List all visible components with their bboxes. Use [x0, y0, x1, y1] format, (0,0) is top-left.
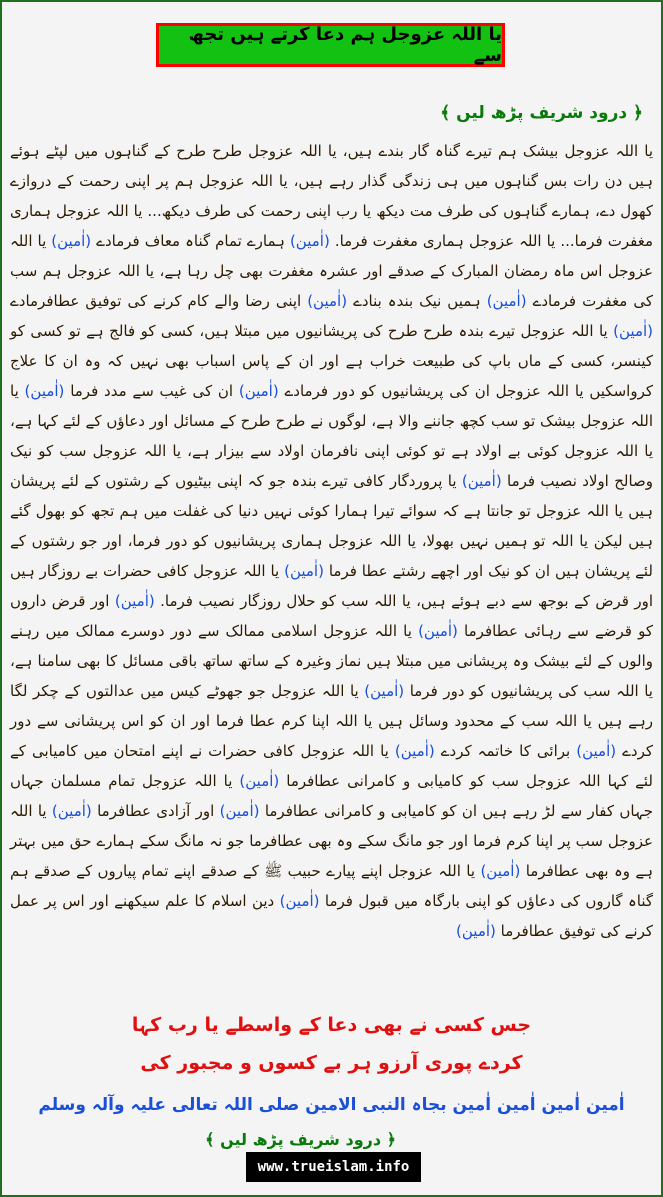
ameen-marker: (اٰمین): [51, 232, 92, 250]
durood-reminder-top: ﴿ درود شریف پڑھ لیں ﴾: [440, 103, 643, 123]
dua-text-segment: اور قرض داروں کو قرضے سے رہائی عطافرما: [10, 592, 653, 640]
ameen-dua-line: اٰمین اٰمین اٰمین اٰمین بجاہ النبی الامین صلی اللہ تعالی علیہ وآلہ وسلم: [38, 1095, 625, 1115]
website-link[interactable]: www.trueislam.info: [246, 1152, 421, 1182]
ameen-marker: (اٰمین): [284, 562, 324, 580]
dua-text-segment: یا اللہ عزوجل تمام مسلمان جہاں جہاں کفار سے لڑ رہے ہیں ان کو کامیابی و کامرانی عطافرما: [10, 772, 653, 820]
dua-text-segment: یا اللہ عزوجل اس ماہ رمضان المبارک کے صدقے اور عشرہ مغفرت بھی چل رہا ہے، یا اللہ عزوجل ہم سب کی مغفرت فرمادے: [10, 232, 653, 310]
dua-text-segment: برائی کا خاتمہ کردے: [434, 742, 577, 760]
dua-text-segment: یا اللہ عزوجل کافی حضرات بے روزگار ہیں اور قرض کے بوجھ سے دبے ہوئے ہیں، یا اللہ سب کو حلال روزگار نصیب فرما.: [10, 562, 653, 610]
dua-text-segment: یا اللہ عزوجل اسلامی ممالک سے دور دوسرے ممالک میں رہنے والوں کے لئے بیشک وہ پریشانی میں مبتلا ہیں نماز وغیرہ کے ساتھ ساتھ باقی مسائل کا بھی سامنا ہے، یا اللہ سب کی پریشانیوں کو دور فرما: [10, 622, 653, 700]
ameen-marker: (اٰمین): [24, 382, 65, 400]
ameen-marker: (اٰمین): [364, 682, 405, 700]
ameen-marker: (اٰمین): [461, 472, 502, 490]
ameen-marker: (اٰمین): [219, 802, 260, 820]
ameen-marker: (اٰمین): [51, 802, 92, 820]
ameen-marker: (اٰمین): [613, 322, 653, 340]
durood-reminder-bottom: ﴿ درود شریف پڑھ لیں ﴾: [205, 1130, 396, 1149]
ameen-marker: (اٰمین): [114, 592, 155, 610]
ameen-marker: (اٰمین): [456, 922, 496, 940]
dua-text-segment: اور آزادی عطافرما: [91, 802, 220, 820]
dua-text-segment: یا اللہ عزوجل تیرے بندہ طرح طرح کی پریشانیوں میں مبتلا ہیں، کسی کو فالج ہے تو کسی کو کینسر، کسی کے ماں باپ کی طبیعت خراب ہے اور ان کے پاس اسباب بھی نہیں کہ وہ ان کا علاج کرواسکیں یا اللہ عزوجل ان کی پریشانیوں کو دور فرمادے: [10, 322, 653, 400]
ameen-marker: (اٰمین): [486, 292, 527, 310]
ameen-marker: (اٰمین): [279, 892, 320, 910]
dua-text-segment: یا اللہ عزوجل بیشک تو سب کچھ جاننے والا ہے، لوگوں نے طرح طرح کے مسائل اور دعاؤں کے لئے کہا ہے، یا اللہ عزوجل کوئی بے اولاد ہے تو کوئی اپنی نافرمان اولاد سے بیزار ہے، یا اللہ عزوجل سب کو نیک وصالح اولاد نصیب فرما: [10, 382, 653, 490]
page-title: یا اللہ عزوجل ہم دعا کرتے ہیں تجھ سے: [188, 24, 502, 66]
dua-text-segment: ہمیں نیک بندہ بنادے: [347, 292, 487, 310]
dua-text-segment: یا اللہ عزوجل کافی حضرات نے اپنے امتحان میں کامیابی کے لئے کہا اللہ عزوجل سب کو کامیابی و کامرانی عطافرما: [10, 742, 653, 790]
dua-text-segment: ہمارے تمام گناہ معاف فرمادے: [91, 232, 290, 250]
dua-text-segment: دین اسلام کا علم سیکھنے اور اس پر عمل کرنے کی توفیق عطافرما: [10, 892, 653, 940]
ameen-marker: (اٰمین): [576, 742, 617, 760]
dua-paragraph: [10, 136, 653, 946]
poem-line-1: جس کسی نے بھی دعا کے واسطے یا رب کہا: [131, 1014, 532, 1036]
ameen-marker: (اٰمین): [238, 382, 279, 400]
dua-text-segment: یا اللہ عزوجل سب پر اپنا کرم فرما اور جو مانگ سکے وہ بھی عطافرما جو نہ مانگ سکے ہمارے حق میں بہتر ہے وہ بھی عطافرما: [10, 802, 654, 880]
ameen-marker: (اٰمین): [289, 232, 330, 250]
ameen-marker: (اٰمین): [418, 622, 458, 640]
ameen-marker: (اٰمین): [239, 772, 280, 790]
dua-text-segment: یا پروردگار کافی تیرے بندہ جو کہ اپنی بیٹیوں کے رشتوں کے لئے پریشان ہیں یا اللہ عزوجل تو جانتا ہے کہ سوائے تیرا ہمارا کوئی نہیں دنیا کی غفلت میں ہم تجھ کو بھول گئے ہیں لیکن یا اللہ تو ہمیں نہیں بھولا، یا اللہ عزوجل ہماری پریشانیوں کو دور فرما، اور جو رشتوں کے لئے پریشان ہیں ان کو نیک اور اچھے رشتے عطا فرما: [10, 472, 653, 580]
dua-text-segment: یا اللہ عزوجل بیشک ہم تیرے گناہ گار بندے ہیں، یا اللہ عزوجل طرح طرح کے گناہوں میں لپٹے ہوئے ہیں دن رات بس گناہوں میں ہی زندگی گذار رہے ہیں، یا اللہ عزوجل ہم پر اپنی رحمت کے دروازے کھول دے، ہمارے گناہوں کی طرف مت دیکھ یا رب اپنی رحمت کی طرف دیکھ... یا اللہ عزوجل ہماری مغفرت فرما... یا اللہ عزوجل ہماری مغفرت فرما.: [10, 142, 653, 250]
dua-text-segment: ان کی غیب سے مدد فرما: [64, 382, 239, 400]
dua-text-segment: یا اللہ عزوجل جو جھوٹے کیس میں عدالتوں کے چکر لگا رہے ہیں یا اللہ سب کے محدود وسائل ہیں یا اللہ اپنا کرم عطا فرما اور ان کو اس پریشانی سے دور کردے: [10, 682, 654, 760]
ameen-marker: (اٰمین): [480, 862, 521, 880]
dua-text-segment: اپنی رضا والے کام کرنے کی توفیق عطافرمادے: [10, 292, 308, 310]
title-banner: [156, 23, 505, 67]
ameen-marker: (اٰمین): [394, 742, 435, 760]
dua-text-segment: یا اللہ عزوجل اپنے پیارے حبیب ﷺ کے صدقے اپنے تمام پیاروں کے صدقے ہم گناہ گاروں کی دعاؤں کو اپنی بارگاہ میں قبول فرما: [10, 862, 653, 910]
ameen-marker: (اٰمین): [307, 292, 348, 310]
poem-line-2: کردے پوری آرزو ہر بے کسوں و مجبور کی: [140, 1052, 523, 1074]
